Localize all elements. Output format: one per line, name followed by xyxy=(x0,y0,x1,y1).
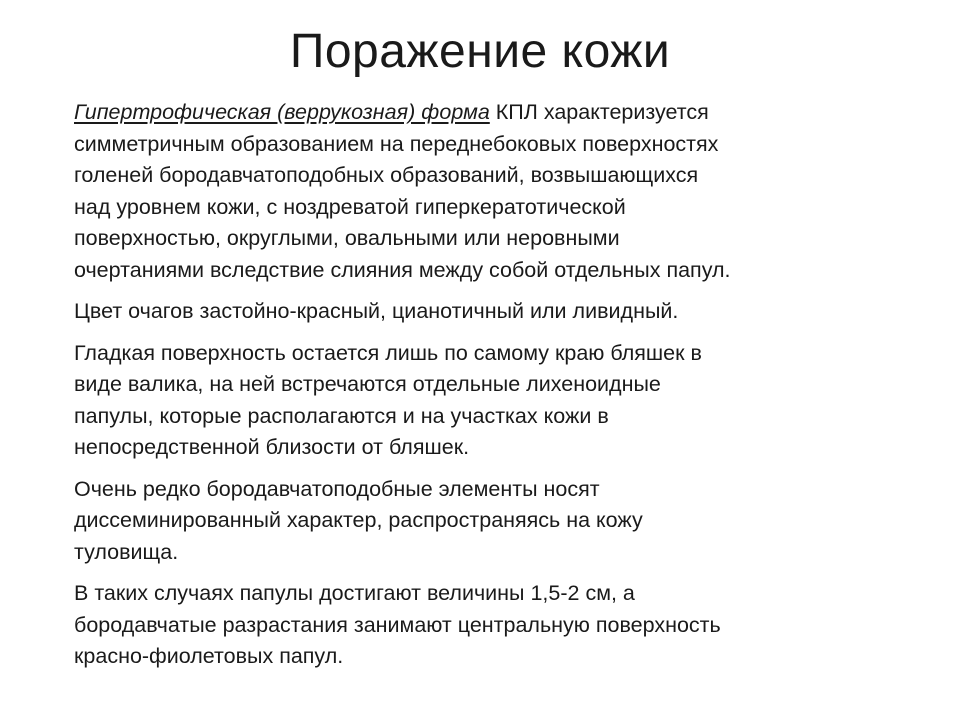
paragraph-smooth-surface: Гладкая поверхность остается лишь по самому краю бляшек в виде валика, на ней встречаются отдельные лихеноидные папулы, которые располагаются и на участках кожи в непосредственной близости от бляшек. xyxy=(74,340,702,459)
paragraph-text: КПЛ характеризуется симметричным образованием на переднебоковых поверхностях голеней бородавчатоподобных образований, возвышающихся над уровнем кожи, с ноздреватой гиперкератотической поверхностью, округлыми, овальными или неровными очертаниями вследствие слияния между собой отдельных папул. xyxy=(74,100,731,282)
slide-content xyxy=(74,97,884,683)
slide-title: Поражение кожи xyxy=(289,25,671,78)
paragraph-lesion-color: Цвет очагов застойно-красный, цианотичный или ливидный. xyxy=(74,299,679,323)
paragraph-disseminated: Очень редко бородавчатоподобные элементы носят диссеминированный характер, распространяясь на кожу туловища. xyxy=(74,476,643,564)
paragraph-papule-size: В таких случаях папулы достигают величины 1,5-2 см, а бородавчатые разрастания занимают центральную поверхность красно-фиолетовых папул. xyxy=(74,581,721,668)
paragraph-hypertrophic-form xyxy=(74,97,884,286)
term-hypertrophic-form: Гипертрофическая (веррукозная) форма xyxy=(74,100,490,124)
